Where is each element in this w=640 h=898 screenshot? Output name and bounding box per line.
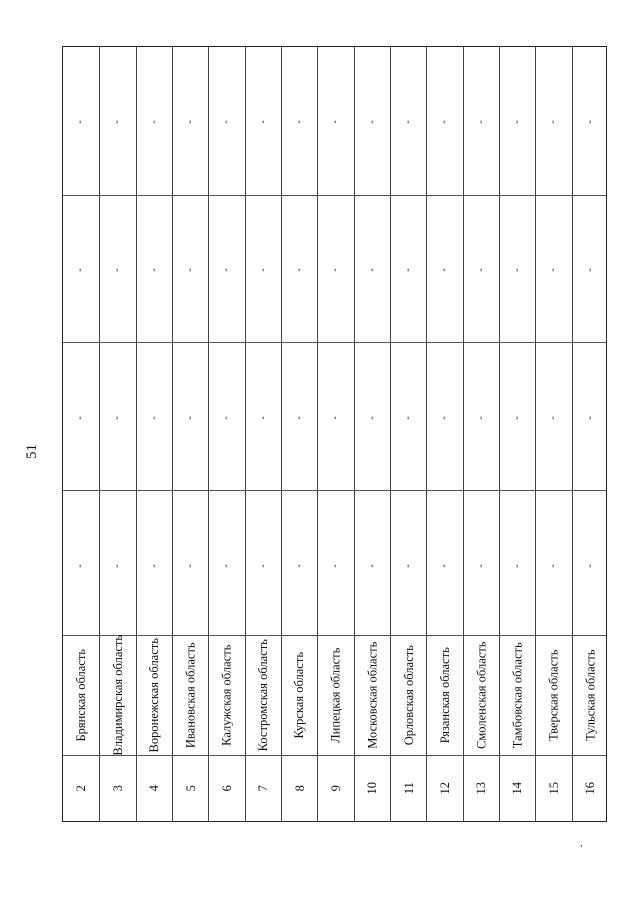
scan-mark: , — [580, 838, 583, 849]
row-number-cell: 11 — [401, 781, 416, 795]
region-name-cell: Липецкая область — [328, 647, 343, 743]
row-number-cell: 13 — [474, 781, 489, 795]
value-cell-2: - — [584, 268, 596, 272]
row-number-cell: 2 — [73, 784, 88, 792]
value-cell-4: - — [329, 564, 341, 568]
value-cell-4: - — [257, 564, 269, 568]
table-row — [245, 47, 281, 821]
value-cell-4: - — [220, 564, 232, 568]
value-cell-3: - — [366, 416, 378, 420]
value-cell-4: - — [366, 564, 378, 568]
value-cell-2: - — [184, 268, 196, 272]
region-name-cell: Орловская область — [401, 644, 416, 746]
value-cell-2: - — [75, 268, 87, 272]
region-name-cell: Владимирская область — [110, 634, 125, 756]
value-cell-1: - — [220, 120, 232, 124]
value-cell-3: - — [111, 416, 123, 420]
value-cell-2: - — [257, 268, 269, 272]
value-cell-4: - — [438, 564, 450, 568]
region-name-cell: Смоленская область — [474, 641, 489, 749]
value-cell-4: - — [75, 564, 87, 568]
value-cell-3: - — [293, 416, 305, 420]
table-row — [136, 47, 172, 821]
value-cell-3: - — [438, 416, 450, 420]
regions-table — [62, 46, 607, 822]
value-cell-1: - — [148, 120, 160, 124]
value-cell-4: - — [475, 564, 487, 568]
value-cell-2: - — [366, 268, 378, 272]
row-number-cell: 12 — [437, 781, 452, 795]
table-row — [354, 47, 390, 821]
value-cell-1: - — [111, 120, 123, 124]
value-cell-1: - — [257, 120, 269, 124]
row-number-cell: 7 — [256, 784, 271, 792]
value-cell-1: - — [402, 120, 414, 124]
table-row — [281, 47, 317, 821]
value-cell-4: - — [293, 564, 305, 568]
value-cell-2: - — [329, 268, 341, 272]
value-cell-3: - — [402, 416, 414, 420]
value-cell-3: - — [75, 416, 87, 420]
value-cell-1: - — [438, 120, 450, 124]
table-row — [535, 47, 571, 821]
value-cell-3: - — [220, 416, 232, 420]
value-cell-2: - — [148, 268, 160, 272]
table-row — [463, 47, 499, 821]
value-cell-3: - — [475, 416, 487, 420]
value-cell-2: - — [402, 268, 414, 272]
value-cell-2: - — [293, 268, 305, 272]
region-name-cell: Рязанская область — [437, 646, 452, 744]
value-cell-2: - — [511, 268, 523, 272]
value-cell-3: - — [584, 416, 596, 420]
value-cell-1: - — [475, 120, 487, 124]
page-number: 51 — [23, 443, 40, 459]
value-cell-1: - — [75, 120, 87, 124]
value-cell-1: - — [184, 120, 196, 124]
value-cell-3: - — [329, 416, 341, 420]
row-number-cell: 9 — [328, 784, 343, 792]
table-row — [172, 47, 208, 821]
table-row — [99, 47, 135, 821]
table-row — [499, 47, 535, 821]
region-name-cell: Московская область — [365, 641, 380, 749]
region-name-cell: Тамбовская область — [510, 642, 525, 748]
table-row — [317, 47, 353, 821]
value-cell-1: - — [366, 120, 378, 124]
row-number-cell: 4 — [147, 784, 162, 792]
value-cell-1: - — [584, 120, 596, 124]
value-cell-1: - — [511, 120, 523, 124]
table-row — [572, 47, 608, 821]
table-row — [208, 47, 244, 821]
region-name-cell: Брянская область — [73, 648, 88, 742]
table-row — [63, 47, 99, 821]
value-cell-2: - — [438, 268, 450, 272]
region-name-cell: Костромская область — [256, 638, 271, 752]
region-name-cell: Калужская область — [219, 644, 234, 746]
region-name-cell: Тульская область — [583, 649, 598, 741]
row-number-cell: 3 — [110, 784, 125, 792]
row-number-cell: 8 — [292, 784, 307, 792]
region-name-cell: Воронежская область — [147, 637, 162, 753]
region-name-cell: Тверская область — [546, 649, 561, 741]
table-row — [426, 47, 462, 821]
region-name-cell: Курская область — [292, 651, 307, 739]
value-cell-3: - — [148, 416, 160, 420]
row-number-cell: 16 — [583, 781, 598, 795]
value-cell-4: - — [584, 564, 596, 568]
value-cell-3: - — [257, 416, 269, 420]
value-cell-2: - — [547, 268, 559, 272]
row-number-cell: 6 — [219, 784, 234, 792]
value-cell-4: - — [547, 564, 559, 568]
value-cell-3: - — [184, 416, 196, 420]
row-number-cell: 10 — [365, 781, 380, 795]
value-cell-4: - — [184, 564, 196, 568]
value-cell-1: - — [293, 120, 305, 124]
row-number-cell: 5 — [183, 784, 198, 792]
value-cell-4: - — [111, 564, 123, 568]
value-cell-1: - — [329, 120, 341, 124]
value-cell-3: - — [547, 416, 559, 420]
value-cell-2: - — [111, 268, 123, 272]
value-cell-4: - — [511, 564, 523, 568]
value-cell-3: - — [511, 416, 523, 420]
value-cell-4: - — [402, 564, 414, 568]
region-name-cell: Ивановская область — [183, 642, 198, 748]
row-number-cell: 14 — [510, 781, 525, 795]
row-number-cell: 15 — [546, 781, 561, 795]
value-cell-2: - — [220, 268, 232, 272]
value-cell-2: - — [475, 268, 487, 272]
value-cell-4: - — [148, 564, 160, 568]
table-row — [390, 47, 426, 821]
value-cell-1: - — [547, 120, 559, 124]
